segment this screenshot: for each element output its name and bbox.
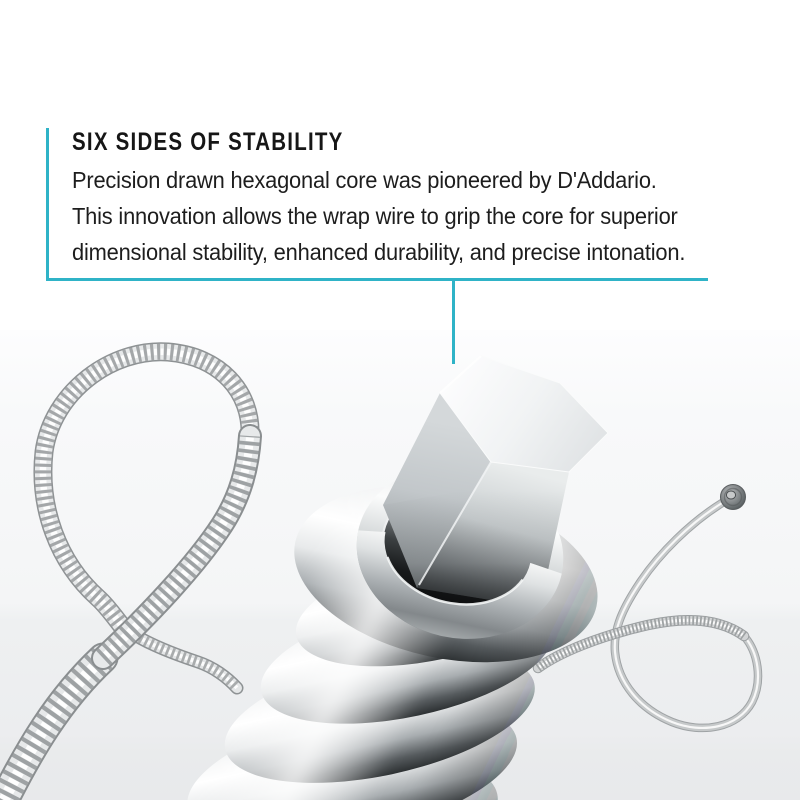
callout-body-line: Precision drawn hexagonal core was pioneered by D'Addario. xyxy=(72,167,657,193)
callout-body xyxy=(72,162,685,270)
ball-end xyxy=(721,485,746,510)
callout-heading: SIX SIDES OF STABILITY xyxy=(72,128,344,156)
callout-horizontal-rule xyxy=(46,278,708,281)
callout-pointer-line xyxy=(452,281,455,364)
callout-left-rule xyxy=(46,128,49,281)
callout-body-line: dimensional stability, enhanced durability, and precise intonation. xyxy=(72,239,686,265)
callout-body-line: This innovation allows the wrap wire to grip the core for superior xyxy=(72,203,678,229)
